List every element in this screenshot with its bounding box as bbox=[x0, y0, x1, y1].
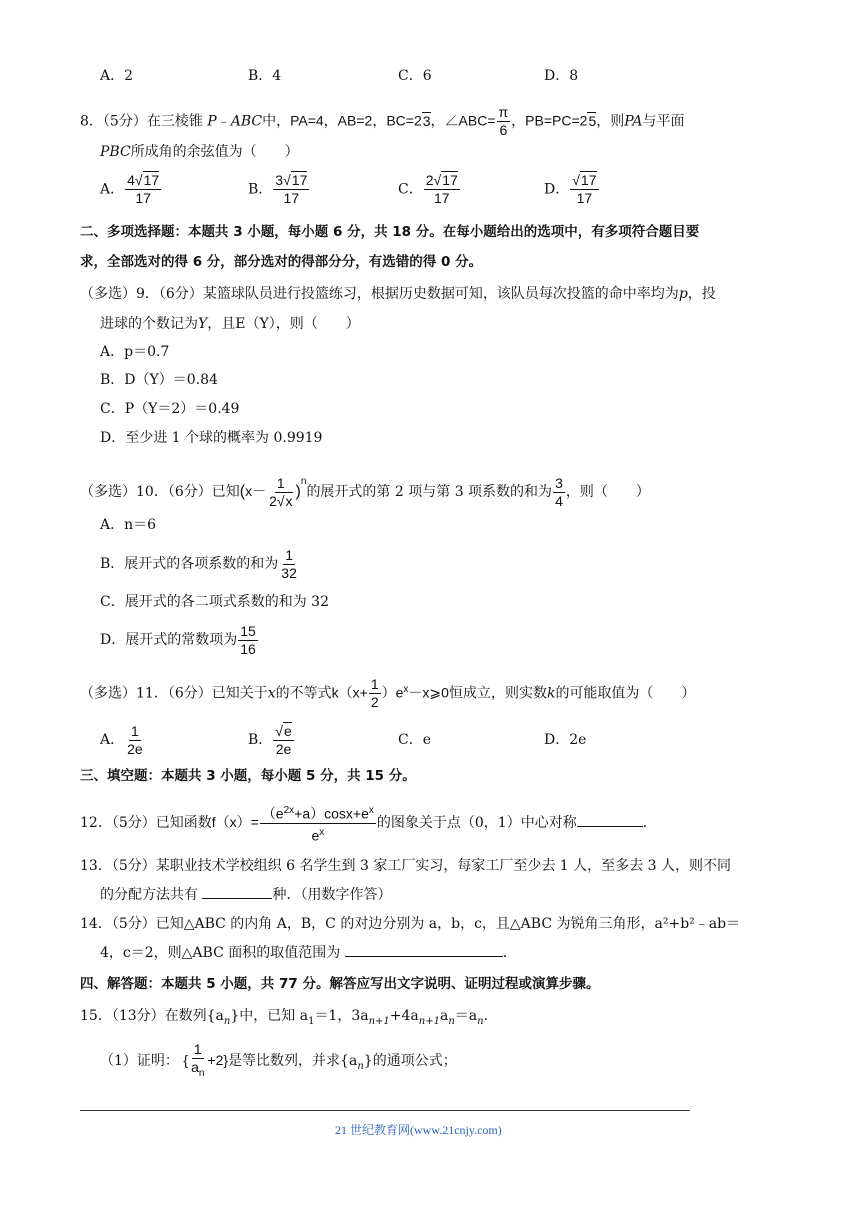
q11-expr1: k（x+ bbox=[331, 684, 368, 701]
q8-cond1: PA=4，AB=2，BC=2 bbox=[290, 112, 422, 129]
q8-opt-d-frac: $\frac{√17}{17}$ bbox=[572, 172, 597, 206]
q12-num-sup: 2x bbox=[283, 805, 295, 816]
q8-cond2: ，∠ABC= bbox=[430, 112, 496, 129]
q8-opt-a-rad: 17 bbox=[143, 172, 160, 188]
q10-optb-num: 1 bbox=[285, 546, 293, 563]
q11-opta-num: 1 bbox=[131, 722, 139, 739]
q8-sqrt5: 5 bbox=[588, 112, 597, 129]
q15-line1d: +4a bbox=[389, 1008, 419, 1024]
q9-option-b: B．D（Y）＝0.84 bbox=[100, 372, 218, 388]
q11-expr2: ）e bbox=[381, 684, 404, 701]
section2-heading-line2: 求，全部选对的得 6 分，部分选对的得部分分，有选错的得 0 分。 bbox=[80, 254, 483, 270]
q15-brace: { bbox=[183, 1052, 189, 1068]
q10-xr: x bbox=[285, 492, 293, 509]
q15-s3: n bbox=[448, 1015, 455, 1027]
q15-sub1: n bbox=[223, 1015, 231, 1027]
q15-a1sub: 1 bbox=[308, 1015, 315, 1027]
q8-in: 中， bbox=[262, 113, 291, 130]
q8-dash: ﹣ bbox=[216, 113, 231, 130]
q8-opt-a-coef: 4 bbox=[127, 172, 135, 188]
q12-num2: +a）cosx+e bbox=[294, 805, 369, 822]
q8-p: P bbox=[207, 113, 217, 130]
q11-optb-label: B． bbox=[248, 732, 273, 748]
q15-frac bbox=[189, 1041, 206, 1082]
section3-heading: 三、填空题：本题共 3 小题，每小题 5 分，共 15 分。 bbox=[80, 768, 416, 784]
q7-option-c: C．6 bbox=[398, 68, 432, 84]
q15-s2: n+1 bbox=[418, 1015, 440, 1027]
q8-opt-a-label: A． bbox=[100, 181, 125, 198]
q8-opt-a-den: 17 bbox=[135, 190, 151, 206]
q10-optb-text: B．展开式的各项系数的和为 bbox=[100, 556, 279, 572]
q12-frac bbox=[260, 802, 376, 844]
q8-opt-b-frac: $\frac{3√17}{17}$ bbox=[275, 172, 308, 206]
q9-option-a: A．p＝0.7 bbox=[100, 344, 170, 360]
q9-line1: （多选）9．（6分）某篮球队员进行投篮练习，根据历史数据可知，该队员每次投篮的命中率均为 bbox=[80, 286, 679, 302]
q12-tail: 的图象关于点（0，1）中心对称 bbox=[376, 815, 577, 832]
q8-six: 6 bbox=[499, 122, 508, 138]
q12-end: . bbox=[642, 815, 648, 832]
q10-head: （多选）10．（6分）已知 bbox=[80, 484, 240, 500]
q10-optd-den: 16 bbox=[240, 640, 256, 657]
q10-one: 1 bbox=[276, 474, 285, 491]
q8-stem bbox=[80, 104, 684, 139]
q8-tail: ，则 bbox=[596, 113, 625, 130]
q11-tail: 恒成立，则实数 bbox=[448, 685, 547, 702]
q10-two: 2 bbox=[269, 492, 277, 509]
q8-opt-c-coef: 2 bbox=[425, 172, 434, 188]
q8-opt-d-den: 17 bbox=[576, 190, 593, 206]
q8-stem-line2 bbox=[100, 142, 299, 162]
q13-answer-blank[interactable] bbox=[202, 884, 272, 899]
q7-option-a: A．2 bbox=[100, 68, 134, 84]
q9-option-c: C．P（Y＝2）＝0.49 bbox=[100, 401, 240, 417]
q8-sqrt3: 3 bbox=[422, 112, 431, 129]
q8-opt-b-label: B． bbox=[248, 181, 273, 198]
q15-one: 1 bbox=[193, 1040, 202, 1057]
q8-line2b: 所成角的余弦值为（ ） bbox=[130, 144, 299, 160]
footer-divider bbox=[80, 1110, 690, 1111]
q11-option-b bbox=[248, 720, 295, 760]
q11-head: （多选）11．（6分）已知关于 bbox=[80, 685, 268, 702]
q8-option-b bbox=[248, 172, 310, 207]
q12-head: 12．（5分）已知函数 bbox=[80, 815, 212, 832]
q11-optb-den: 2e bbox=[275, 740, 292, 757]
q11-expr3: －x⩾0 bbox=[408, 684, 449, 701]
q15-line1b: }中，已知 a bbox=[230, 1008, 309, 1024]
q15-s1: n+1 bbox=[368, 1015, 390, 1027]
q10-n: n bbox=[300, 476, 307, 487]
footer-link[interactable]: 21 世纪教育网(www.21cnjy.com) bbox=[335, 1123, 502, 1137]
q9-p: p bbox=[678, 286, 688, 302]
q15-plus2: +2} bbox=[207, 1052, 229, 1068]
q9-line2b: ，且 bbox=[207, 316, 236, 332]
q8-opt-d-rad: 17 bbox=[580, 172, 597, 188]
q15-stem bbox=[80, 1006, 488, 1032]
q8-opt-c-frac: $\frac{2√17}{17}$ bbox=[425, 172, 458, 206]
q15-line1g: . bbox=[483, 1008, 489, 1024]
q10-optd-frac bbox=[238, 623, 258, 658]
q10-tail: ，则（ ） bbox=[565, 484, 650, 500]
q11-ex: x bbox=[403, 684, 409, 695]
q7-option-b: B．4 bbox=[248, 68, 282, 84]
q11-opta-frac bbox=[125, 723, 145, 758]
q9-line1end: ，投 bbox=[687, 286, 716, 302]
q8-pa: PA bbox=[624, 113, 643, 130]
q10-option-c: C．展开式的各二项式系数的和为 32 bbox=[100, 594, 329, 610]
q11-x: x bbox=[267, 685, 276, 702]
q11-half-num: 1 bbox=[370, 676, 379, 693]
q10-three: 3 bbox=[555, 474, 563, 491]
q15-part1a: （1）证明： bbox=[100, 1053, 179, 1069]
q8-cond3: ，PB=PC=2 bbox=[511, 112, 588, 129]
q7-option-d: D．8 bbox=[544, 68, 579, 84]
q8-opt-c-den: 17 bbox=[433, 190, 450, 206]
q11-mid: 的不等式 bbox=[275, 685, 332, 702]
q12-num: （e bbox=[261, 805, 284, 822]
q9-stem-line2 bbox=[100, 314, 360, 334]
q10-optb-frac bbox=[279, 547, 299, 582]
q11-half-den: 2 bbox=[370, 694, 379, 711]
q9-e: E（Y），则（ ） bbox=[235, 316, 360, 332]
q8-opt-c-label: C． bbox=[398, 181, 423, 198]
q14-stem-line1: 14．（5分）已知△ABC 的内角 A，B，C 的对边分别为 a，b，c，且△ABC 为锐角三角形，a²+b²﹣ab＝ bbox=[80, 916, 741, 932]
q15-line1f: ＝a bbox=[454, 1008, 478, 1024]
q11-option-c: C．e bbox=[398, 732, 431, 748]
q15-part1b: 是等比数列，并求{a bbox=[228, 1053, 358, 1069]
q11-half bbox=[369, 676, 381, 711]
q11-optb-frac: $\frac{√e}{2e}$ bbox=[275, 722, 292, 757]
q8-pi-over-6 bbox=[497, 104, 511, 139]
q10-option-b bbox=[100, 544, 300, 584]
q8-option-d bbox=[544, 172, 600, 207]
q10-three-fourths bbox=[553, 475, 565, 510]
q14-line2b: . bbox=[502, 945, 508, 961]
q10-four: 4 bbox=[555, 492, 563, 509]
q12-den: e bbox=[311, 827, 320, 844]
q8-option-a bbox=[100, 172, 162, 207]
q8-abc: ABC bbox=[230, 113, 263, 130]
q15-s4: n bbox=[477, 1015, 484, 1027]
q15-line1e: a bbox=[439, 1008, 449, 1024]
q15-line1: 15．（13分）在数列{a bbox=[80, 1008, 224, 1024]
q12-num-sup2: x bbox=[368, 805, 374, 816]
q11-stem bbox=[80, 670, 695, 714]
q14-stem-line2 bbox=[100, 942, 507, 963]
q15-an-sub: n bbox=[198, 1067, 205, 1079]
q8-tail2: 与平面 bbox=[642, 113, 685, 130]
q10-optd-num: 15 bbox=[240, 622, 256, 639]
q8-pbc: PBC bbox=[100, 144, 131, 160]
q8-opt-d-label: D． bbox=[544, 181, 570, 198]
q10-frac: $\frac{1}{2√x}$ bbox=[269, 474, 293, 509]
q8-opt-b-coef: 3 bbox=[275, 172, 284, 188]
q12-answer-blank[interactable] bbox=[577, 812, 643, 827]
q8-pi: π bbox=[498, 104, 509, 120]
q10-option-a: A．n＝6 bbox=[100, 517, 157, 533]
q15-part1 bbox=[100, 1038, 457, 1089]
q11-optb-num: e bbox=[283, 722, 292, 739]
q13-stem-line2 bbox=[100, 884, 391, 905]
q11-k: k bbox=[546, 685, 556, 702]
q15-an: a bbox=[191, 1058, 199, 1075]
q10-x: x－ bbox=[245, 483, 267, 499]
q15-part1-sub: n bbox=[357, 1060, 364, 1072]
q11-opta-den: 2e bbox=[127, 740, 143, 757]
q15-line1c: ＝1，3a bbox=[314, 1008, 369, 1024]
q15-part1c: }的通项公式； bbox=[363, 1053, 457, 1069]
q13-stem-line1: 13．（5分）某职业技术学校组织 6 名学生到 3 家工厂实习，每家工厂至少去 1 人，至多去 3 人，则不同 bbox=[80, 858, 731, 874]
q9-option-d: D．至少进 1 个球的概率为 0.9919 bbox=[100, 430, 323, 446]
q14-answer-blank[interactable] bbox=[345, 942, 503, 957]
q8-option-c bbox=[398, 172, 461, 207]
q8-opt-b-den: 17 bbox=[283, 190, 300, 206]
q10-option-d bbox=[100, 620, 259, 660]
q9-line2: 进球的个数记为 bbox=[100, 316, 198, 332]
q11-option-d: D．2e bbox=[544, 732, 587, 748]
q8-head: 8．（5分）在三棱锥 bbox=[80, 113, 203, 130]
q12-fx: f（x）= bbox=[211, 814, 259, 831]
q13-line2a: 的分配方法共有 bbox=[100, 887, 198, 903]
q8-opt-b-rad: 17 bbox=[291, 172, 308, 188]
q10-mid: 的展开式的第 2 项与第 3 项系数的和为 bbox=[306, 484, 553, 500]
q11-option-a bbox=[100, 720, 146, 760]
section2-heading-line1: 二、多项选择题：本题共 3 小题，每小题 6 分，共 18 分。在每小题给出的选项中，有多项符合题目要 bbox=[80, 224, 700, 240]
q10-stem: （多选）10．（6分）已知(x－ $\frac{1}{2√x}$ )$^n$的展开式的第 2 项与第 3 项系数的和为 $\frac{3}{4}$ ，则（ ） bbox=[80, 474, 650, 509]
q13-line2b: 种．（用数字作答） bbox=[272, 887, 392, 903]
q12-den-sup: x bbox=[319, 826, 325, 838]
q11-tail2: 的可能取值为（ ） bbox=[555, 685, 696, 702]
q8-opt-a-frac: $\frac{4√17}{17}$ bbox=[127, 172, 160, 206]
q10-optd-text: D．展开式的常数项为 bbox=[100, 632, 238, 648]
q9-y: Y bbox=[198, 316, 208, 332]
q14-line2a: 4，c＝2，则△ABC 面积的取值范围为 bbox=[100, 945, 341, 961]
q12-stem bbox=[80, 802, 647, 844]
q8-opt-c-rad: 17 bbox=[442, 172, 458, 188]
section4-heading: 四、解答题：本题共 5 小题，共 77 分。解答应写出文字说明、证明过程或演算步骤。 bbox=[80, 976, 600, 992]
q9-stem-line1 bbox=[80, 284, 716, 304]
q10-optb-den: 32 bbox=[281, 564, 297, 581]
q11-opta-label: A． bbox=[100, 732, 125, 748]
